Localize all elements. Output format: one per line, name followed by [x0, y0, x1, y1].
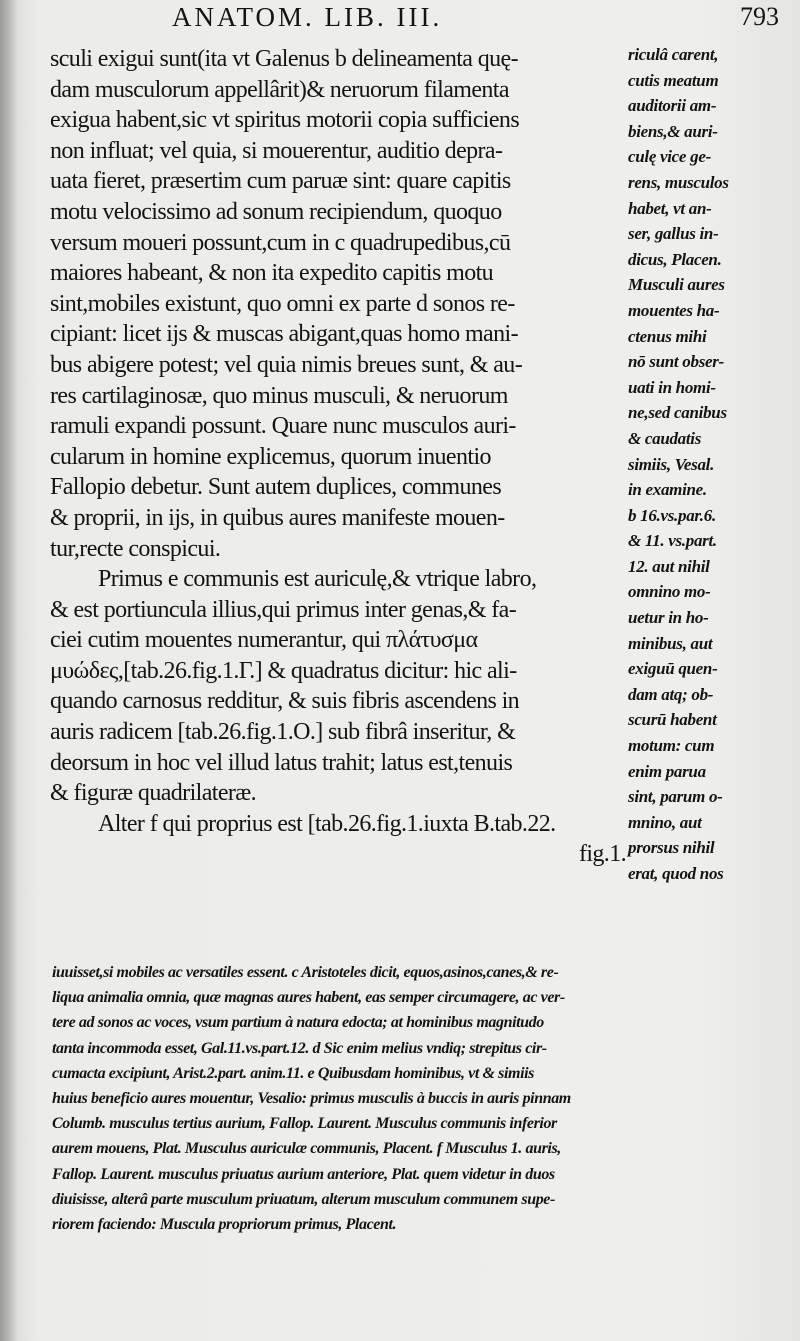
- margin-note-line: ctenus mihi: [628, 326, 707, 346]
- footnote-line: liqua animalia omnia, quæ magnas aures habent, eas semper circumagere, ac ver-: [52, 989, 565, 1007]
- margin-note-line: culę vice ge-: [628, 147, 711, 167]
- margin-note-line: enim parua: [628, 761, 706, 781]
- margin-note-line: uetur in ho-: [628, 608, 709, 628]
- text-line: & proprii, in ijs, in quibus aures manifeste mouen-: [50, 504, 505, 531]
- margin-note-line: auditorii am-: [628, 96, 717, 116]
- footnote-line: huius beneficio aures mouentur, Vesalio: primus musculis à buccis in auris pinnam: [52, 1089, 571, 1107]
- text-line: non influat; vel quia, si mouerentur, auditio depra-: [50, 137, 503, 164]
- footnote-line: iuuisset,si mobiles ac versatiles essent. c Aristoteles dicit, equos,asinos,canes,& re-: [52, 964, 559, 981]
- margin-note-line: habet, vt an-: [628, 198, 712, 218]
- main-text-column: [50, 44, 630, 870]
- margin-note-line: erat, quod nos: [628, 864, 724, 883]
- margin-note-line: ne,sed canibus: [628, 403, 727, 423]
- text-line: quando carnosus redditur, & suis fibris ascendens in: [50, 688, 520, 715]
- text-line: sculi exigui sunt(ita vt Galenus b delineamenta quę-: [50, 46, 518, 72]
- margin-note-line: exiguū quen-: [628, 659, 718, 679]
- footnote-line: cumacta excipiunt, Arist.2.part. anim.11. e Quibusdam hominibus, vt & simiis: [52, 1064, 534, 1082]
- text-line: sint,mobiles existunt, quo omni ex parte d sonos re-: [50, 290, 515, 317]
- text-line: μυώδες,[tab.26.fig.1.Γ.] & quadratus dicitur: hic ali-: [50, 657, 517, 684]
- text-line: cularum in homine explicemus, quorum inuentio: [50, 443, 491, 470]
- margin-note-line: dam atq; ob-: [628, 684, 714, 704]
- margin-note-line: omnino mo-: [628, 582, 711, 602]
- margin-note-line: b 16.vs.par.6.: [628, 505, 716, 525]
- marginal-notes-column: [628, 42, 796, 887]
- text-line: deorsum in hoc vel illud latus trahit; latus est,tenuis: [50, 749, 513, 776]
- margin-note-line: biens,& auri-: [628, 121, 718, 141]
- text-line: res cartilaginosæ, quo minus musculi, & neruorum: [50, 382, 508, 409]
- paragraph-start-line: Alter f qui proprius est [tab.26.fig.1.iuxta B.tab.22.: [98, 810, 556, 837]
- footnote-line: Columb. musculus tertius aurium, Fallop. Laurent. Musculus communis inferior: [52, 1115, 557, 1133]
- margin-note-line: & caudatis: [628, 428, 702, 448]
- footnote-line: tanta incommoda esset, Gal.11.vs.part.12. d Sic enim melius vndiq; strepitus cir-: [52, 1039, 547, 1057]
- footnote-line: riorem faciendo: Muscula propriorum primus, Placent.: [52, 1215, 397, 1233]
- margin-note-line: uati in homi-: [628, 377, 716, 397]
- text-line: ciei cutim mouentes numerantur, qui πλάτυσμα: [50, 627, 478, 654]
- margin-note-line: minibus, aut: [628, 633, 713, 653]
- margin-note-line: nō sunt obser-: [628, 352, 724, 372]
- margin-note-line: & 11. vs.part.: [628, 531, 717, 551]
- margin-note-line: mouentes ha-: [628, 300, 720, 320]
- text-line: fig.1.: [578, 841, 626, 868]
- footnote-line: aurem mouens, Plat. Musculus auriculæ communis, Placent. f Musculus 1. auris,: [52, 1140, 561, 1158]
- margin-note-line: rens, musculos: [628, 172, 729, 192]
- margin-note-line: mnino, aut: [628, 812, 702, 832]
- margin-note-line: ser, gallus in-: [628, 224, 719, 244]
- text-line: uata fieret, præsertim cum paruæ sint: quare capitis: [50, 168, 511, 195]
- text-line: & est portiuncula illius,qui primus inter genas,& fa-: [50, 596, 517, 623]
- footnote-line: tere ad sonos ac voces, vsum partium à natura edocta; at hominibus magnitudo: [52, 1014, 544, 1032]
- text-line: cipiant: licet ijs & muscas abigant,quas homo mani-: [50, 321, 518, 348]
- margin-note-line: scurū habent: [628, 710, 717, 730]
- text-line: tur,recte conspicui.: [50, 535, 221, 562]
- text-line: Fallopio debetur. Sunt autem duplices, communes: [50, 474, 502, 501]
- margin-note-line: simiis, Vesal.: [628, 454, 715, 474]
- margin-note-line: riculâ carent,: [628, 45, 719, 64]
- paragraph-start-line: Primus e communis est auriculę,& vtrique labro,: [98, 566, 537, 593]
- running-head: ANATOM. LIB. III.: [172, 2, 443, 32]
- text-line: & figuræ quadrilateræ.: [50, 780, 257, 807]
- margin-note-line: cutis meatum: [628, 70, 719, 90]
- binding-shadow: [0, 0, 18, 1341]
- margin-note-line: dicus, Placen.: [628, 249, 722, 269]
- margin-note-line: prorsus nihil: [628, 838, 715, 858]
- margin-note-line: in examine.: [628, 480, 707, 500]
- margin-note-line: sint, parum o-: [628, 787, 723, 807]
- text-line: auris radicem [tab.26.fig.1.O.] sub fibrâ inseritur, &: [50, 719, 516, 746]
- text-line: versum moueri possunt,cum in c quadrupedibus,cū: [50, 229, 511, 256]
- footnotes-block: [52, 960, 792, 1237]
- text-line: ramuli expandi possunt. Quare nunc musculos auri-: [50, 413, 516, 440]
- margin-note-line: motum: cum: [628, 736, 715, 756]
- text-line: maiores habeant, & non ita expedito capitis motu: [50, 260, 494, 287]
- page-number: 793: [740, 2, 779, 31]
- footnote-line: Fallop. Laurent. musculus priuatus aurium anteriore, Plat. quem videtur in duos: [52, 1165, 555, 1183]
- text-line: bus abigere potest; vel quia nimis breues sunt, & au-: [50, 351, 523, 378]
- text-line: dam musculorum appellârit)& neruorum filamenta: [50, 76, 509, 103]
- text-line: motu velocissimo ad sonum recipiendum, quoquo: [50, 198, 502, 225]
- text-line: exigua habent,sic vt spiritus motorii copia sufficiens: [50, 107, 520, 134]
- margin-note-line: 12. aut nihil: [628, 556, 710, 576]
- margin-note-line: Musculi aures: [628, 275, 725, 295]
- footnote-line: diuisisse, alterâ parte musculum priuatum, alterum musculum communem supe-: [52, 1190, 555, 1208]
